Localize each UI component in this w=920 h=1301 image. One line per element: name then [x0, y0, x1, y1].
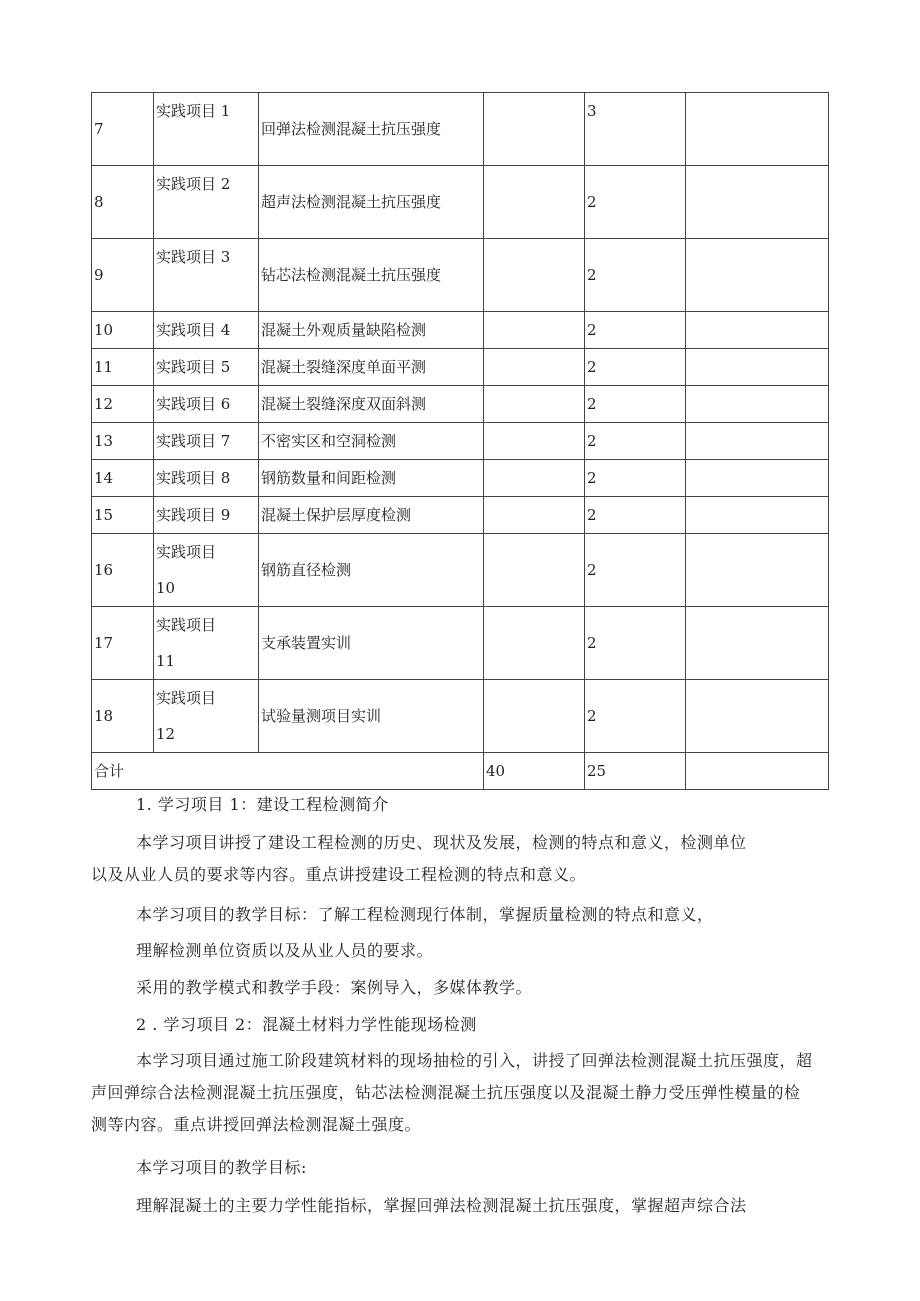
cell-project: 实践项目 9	[154, 497, 259, 534]
cell-hours-practice: 3	[585, 93, 686, 166]
paragraph-4-line-2: 声回弹综合法检测混凝土抗压强度，钻芯法检测混凝土抗压强度以及混凝土静力受压弹性模量的检	[91, 1083, 801, 1102]
cell-project: 实践项目 1	[154, 93, 259, 166]
cell-hours-theory	[484, 93, 585, 166]
paragraph-6: 理解混凝土的主要力学性能指标，掌握回弹法检测混凝土抗压强度，掌握超声综合法	[136, 1196, 747, 1215]
cell-hours-practice: 2	[585, 680, 686, 753]
cell-hours-theory	[484, 497, 585, 534]
cell-hours-theory	[484, 460, 585, 497]
cell-hours-theory	[484, 349, 585, 386]
cell-note	[686, 166, 829, 239]
cell-no: 17	[92, 607, 154, 680]
section-heading-2: 2 . 学习项目 2：混凝土材料力学性能现场检测	[136, 1015, 477, 1034]
paragraph-2-line-1: 本学习项目的教学目标：了解工程检测现行体制，掌握质量检测的特点和意义，	[136, 905, 714, 924]
cell-no: 11	[92, 349, 154, 386]
project-label: 实践项目	[156, 616, 217, 634]
table-row	[92, 312, 829, 349]
cell-note	[686, 534, 829, 607]
cell-note	[686, 93, 829, 166]
cell-no: 18	[92, 680, 154, 753]
cell-content: 钢筋直径检测	[259, 534, 484, 607]
cell-no: 7	[92, 93, 154, 166]
cell-hours-theory	[484, 386, 585, 423]
cell-no: 16	[92, 534, 154, 607]
paragraph-5: 本学习项目的教学目标:	[136, 1158, 307, 1177]
cell-note	[686, 386, 829, 423]
table-row	[92, 423, 829, 460]
cell-project: 实践项目 8	[154, 460, 259, 497]
table-row	[92, 239, 829, 312]
table-row	[92, 607, 829, 680]
cell-hours-practice: 2	[585, 349, 686, 386]
table-row	[92, 680, 829, 753]
table-row	[92, 386, 829, 423]
cell-hours-theory	[484, 680, 585, 753]
cell-project	[154, 607, 259, 680]
table-row	[92, 166, 829, 239]
cell-note	[686, 680, 829, 753]
cell-content: 回弹法检测混凝土抗压强度	[259, 93, 484, 166]
cell-project: 实践项目 7	[154, 423, 259, 460]
cell-hours-practice: 2	[585, 607, 686, 680]
cell-hours-practice: 2	[585, 460, 686, 497]
cell-no: 8	[92, 166, 154, 239]
cell-note	[686, 423, 829, 460]
cell-hours-theory	[484, 239, 585, 312]
cell-hours-practice: 2	[585, 497, 686, 534]
cell-hours-theory	[484, 423, 585, 460]
paragraph-3: 采用的教学模式和教学手段：案例导入，多媒体教学。	[136, 978, 533, 997]
total-hours-practice: 25	[585, 753, 686, 790]
project-label: 实践项目	[156, 689, 217, 707]
cell-hours-theory	[484, 607, 585, 680]
cell-note	[686, 607, 829, 680]
cell-note	[686, 239, 829, 312]
cell-content: 混凝土外观质量缺陷检测	[259, 312, 484, 349]
cell-hours-practice: 2	[585, 166, 686, 239]
cell-hours-practice: 2	[585, 386, 686, 423]
cell-hours-theory	[484, 534, 585, 607]
section-heading-1: 1. 学习项目 1：建设工程检测简介	[136, 795, 389, 814]
cell-content: 试验量测项目实训	[259, 680, 484, 753]
cell-hours-practice: 2	[585, 312, 686, 349]
cell-content: 混凝土裂缝深度单面平测	[259, 349, 484, 386]
table-row	[92, 497, 829, 534]
cell-content: 混凝土裂缝深度双面斜测	[259, 386, 484, 423]
project-number: 11	[156, 652, 176, 670]
cell-no: 10	[92, 312, 154, 349]
cell-note	[686, 312, 829, 349]
cell-no: 9	[92, 239, 154, 312]
cell-hours-practice: 2	[585, 423, 686, 460]
cell-content: 超声法检测混凝土抗压强度	[259, 166, 484, 239]
cell-project: 实践项目 5	[154, 349, 259, 386]
table-row	[92, 534, 829, 607]
project-number: 12	[156, 725, 176, 743]
cell-content: 支承装置实训	[259, 607, 484, 680]
cell-note	[686, 349, 829, 386]
cell-note	[686, 460, 829, 497]
paragraph-1-line-2: 以及从业人员的要求等内容。重点讲授建设工程检测的特点和意义。	[91, 865, 587, 884]
cell-no: 15	[92, 497, 154, 534]
cell-project: 实践项目 2	[154, 166, 259, 239]
cell-no: 14	[92, 460, 154, 497]
project-number: 10	[156, 579, 176, 597]
cell-content: 钢筋数量和间距检测	[259, 460, 484, 497]
cell-content: 钻芯法检测混凝土抗压强度	[259, 239, 484, 312]
cell-hours-theory	[484, 312, 585, 349]
total-label: 合计	[92, 753, 484, 790]
cell-project: 实践项目 3	[154, 239, 259, 312]
total-note	[686, 753, 829, 790]
cell-no: 12	[92, 386, 154, 423]
table-total-row	[92, 753, 829, 790]
cell-note	[686, 497, 829, 534]
paragraph-4-line-1: 本学习项目通过施工阶段建筑材料的现场抽检的引入，讲授了回弹法检测混凝土抗压强度，超	[136, 1051, 813, 1070]
cell-content: 不密实区和空洞检测	[259, 423, 484, 460]
project-label: 实践项目	[156, 543, 217, 561]
cell-hours-practice: 2	[585, 534, 686, 607]
paragraph-2-line-2: 理解检测单位资质以及从业人员的要求。	[136, 941, 434, 960]
cell-project: 实践项目 4	[154, 312, 259, 349]
cell-content: 混凝土保护层厚度检测	[259, 497, 484, 534]
table-row	[92, 349, 829, 386]
cell-hours-theory	[484, 166, 585, 239]
total-hours-theory: 40	[484, 753, 585, 790]
paragraph-1-line-1: 本学习项目讲授了建设工程检测的历史、现状及发展，检测的特点和意义，检测单位	[136, 833, 747, 852]
cell-project	[154, 534, 259, 607]
table-row	[92, 93, 829, 166]
table-row	[92, 460, 829, 497]
course-hours-table	[91, 92, 829, 790]
paragraph-4-line-3: 测等内容。重点讲授回弹法检测混凝土强度。	[91, 1115, 422, 1134]
cell-no: 13	[92, 423, 154, 460]
cell-project: 实践项目 6	[154, 386, 259, 423]
cell-hours-practice: 2	[585, 239, 686, 312]
cell-project	[154, 680, 259, 753]
